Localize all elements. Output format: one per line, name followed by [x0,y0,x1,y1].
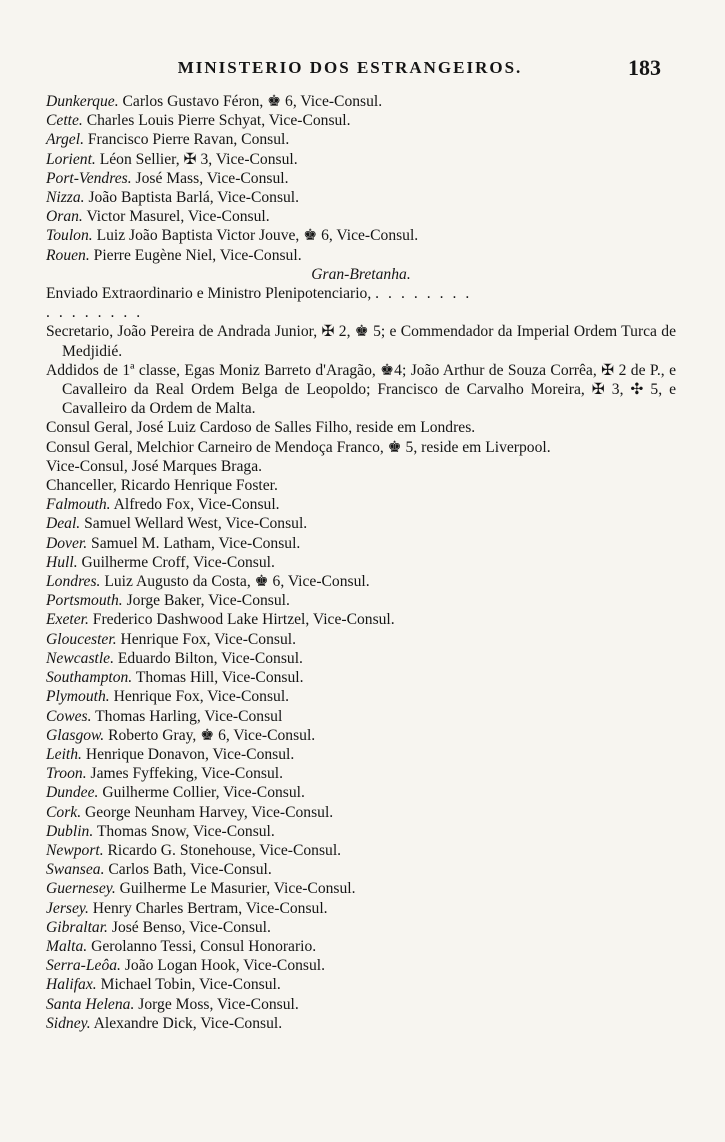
place-name: Exeter. [46,611,89,629]
britain-entry [46,495,676,514]
britain-entry [46,707,676,726]
consul-entry: Luiz João Baptista Victor Jouve, ♚ 6, Vice-Consul. [96,227,419,245]
place-name: Deal. [46,515,81,533]
envoy-text: Enviado Extraordinario e Ministro Plenipotenciario, [46,285,372,303]
britain-entry [46,649,676,668]
place-name: Jersey. [46,899,89,917]
place-name: Malta. [46,937,88,955]
place-name: Halifax. [46,976,97,994]
france-entry [46,207,676,226]
consul-entry: Carlos Gustavo Féron, ♚ 6, Vice-Consul. [122,93,383,110]
place-name: Leith. [46,745,82,763]
envoy-dots-1: ........ [375,285,479,303]
britain-entry [46,687,676,706]
place-name: Cette. [46,112,83,130]
consul-entry: Guilherme Croff, Vice-Consul. [81,553,275,571]
place-name: Dunkerque. [46,93,119,110]
legation-paragraph: Chanceller, Ricardo Henrique Foster. [46,477,278,495]
consul-entry: Thomas Harling, Vice-Consul [95,707,283,725]
place-name: Argel. [46,131,84,149]
britain-entry [46,822,676,841]
britain-entry [46,937,676,956]
consul-entry: Henrique Donavon, Vice-Consul. [85,745,295,763]
britain-entry [46,514,676,533]
legation-paragraph: Addidos de 1ª classe, Egas Moniz Barreto d'Aragão, ♚4; João Arthur de Souza Corrêa, ✠ 2 de P., e Cavalleiro da Real Ordem Belga de Leopoldo; Francisco de Carvalho Moreira, ✠ 3, ✣ 5, e Cavalleiro da Ordem de Malta. [46,361,676,418]
place-name: Gloucester. [46,630,117,648]
place-name: Dover. [46,534,88,552]
place-name: Southampton. [46,669,133,687]
page-header: MINISTERIO DOS ESTRANGEIROS. [177,58,523,77]
britain-consuls [46,495,676,1033]
place-name: Oran. [46,208,83,226]
britain-entry [46,668,676,687]
britain-entry [46,995,676,1014]
france-entry [46,92,676,111]
consul-entry: Samuel M. Latham, Vice-Consul. [91,534,301,552]
place-name: Lorient. [46,150,96,168]
consul-entry: Francisco Pierre Ravan, Consul. [87,131,290,149]
consul-entry: Gerolanno Tessi, Consul Honorario. [91,937,317,955]
consul-entry: Henrique Fox, Vice-Consul. [120,630,296,648]
consul-entry: Alexandre Dick, Vice-Consul. [93,1014,283,1032]
place-name: Port-Vendres. [46,169,132,187]
france-entry [46,111,676,130]
consul-entry: Jorge Moss, Vice-Consul. [138,995,299,1013]
consul-entry: Victor Masurel, Vice-Consul. [86,208,270,226]
place-name: Troon. [46,765,87,783]
consul-entry: Samuel Wellard West, Vice-Consul. [84,515,308,533]
britain-entry [46,610,676,629]
envoy-dots-2: ........ [46,304,150,322]
consul-entry: Carlos Bath, Vice-Consul. [108,861,272,879]
place-name: Gibraltar. [46,918,108,936]
place-name: Plymouth. [46,688,110,706]
britain-entry [46,841,676,860]
consul-entry: Frederico Dashwood Lake Hirtzel, Vice-Consul. [92,611,395,629]
place-name: Toulon. [46,227,93,245]
consul-entry: Eduardo Bilton, Vice-Consul. [117,649,303,667]
page-number: 183 [628,55,661,80]
section-title: Gran-Bretanha. [311,265,411,283]
consul-entry: Thomas Hill, Vice-Consul. [135,669,304,687]
france-entry [46,246,676,265]
place-name: Cork. [46,803,82,821]
consul-entry: João Logan Hook, Vice-Consul. [124,957,326,975]
consul-entry: José Benso, Vice-Consul. [111,918,271,936]
envoy-line [46,284,676,303]
legation-paragraphs [46,322,676,495]
place-name: Nizza. [46,189,85,207]
britain-entry [46,745,676,764]
britain-entry [46,860,676,879]
britain-entry [46,918,676,937]
britain-entry [46,783,676,802]
britain-entry [46,553,676,572]
france-entry [46,130,676,149]
place-name: Serra-Leôa. [46,957,121,975]
place-name: Falmouth. [46,496,111,514]
consul-entry: Pierre Eugène Niel, Vice-Consul. [93,246,302,264]
britain-entry [46,630,676,649]
place-name: Swansea. [46,861,105,879]
consul-entry: João Baptista Barlá, Vice-Consul. [88,189,300,207]
britain-entry [46,803,676,822]
consul-entry: Henrique Fox, Vice-Consul. [113,688,290,706]
place-name: Santa Helena. [46,995,135,1013]
britain-entry [46,534,676,553]
consul-entry: George Neunham Harvey, Vice-Consul. [85,803,334,821]
consul-entry: Thomas Snow, Vice-Consul. [96,822,275,840]
place-name: Dublin. [46,822,94,840]
place-name: Guernesey. [46,880,116,898]
consul-list [46,92,676,1033]
place-name: Dundee. [46,784,99,802]
consul-entry: Jorge Baker, Vice-Consul. [126,592,290,610]
legation-paragraph: Vice-Consul, José Marques Braga. [46,457,263,475]
consul-entry: Guilherme Le Masurier, Vice-Consul. [119,880,356,898]
britain-entry [46,956,676,975]
france-entry [46,150,676,169]
consul-entry: Charles Louis Pierre Schyat, Vice-Consul. [86,112,351,130]
france-entry [46,169,676,188]
place-name: Portsmouth. [46,592,123,610]
britain-entry [46,764,676,783]
britain-entry [46,975,676,994]
place-name: Londres. [46,573,101,591]
britain-entry [46,591,676,610]
consul-entry: James Fyffeking, Vice-Consul. [90,765,284,783]
britain-entry [46,1014,676,1033]
place-name: Newport. [46,841,104,859]
consul-entry: Luiz Augusto da Costa, ♚ 6, Vice-Consul. [104,573,370,591]
consul-entry: Roberto Gray, ♚ 6, Vice-Consul. [108,726,316,744]
legation-paragraph: Consul Geral, Melchior Carneiro de Mendoça Franco, ♚ 5, reside em Liverpool. [46,438,551,456]
britain-entry [46,572,676,591]
legation-paragraph: Consul Geral, José Luiz Cardoso de Salles Filho, reside em Londres. [46,419,476,437]
consul-entry: Henry Charles Bertram, Vice-Consul. [92,899,328,917]
britain-entry [46,899,676,918]
france-consuls [46,92,676,265]
place-name: Hull. [46,553,78,571]
place-name: Cowes. [46,707,92,725]
france-entry [46,226,676,245]
consul-entry: Michael Tobin, Vice-Consul. [100,976,281,994]
consul-entry: Alfredo Fox, Vice-Consul. [113,496,280,514]
legation-paragraph: Secretario, João Pereira de Andrada Junior, ✠ 2, ♚ 5; e Commendador da Imperial Ordem Turca de Medjidié. [46,323,676,360]
france-entry [46,188,676,207]
place-name: Newcastle. [46,649,114,667]
place-name: Rouen. [46,246,90,264]
place-name: Sidney. [46,1014,91,1032]
consul-entry: Léon Sellier, ✠ 3, Vice-Consul. [99,150,298,168]
place-name: Glasgow. [46,726,105,744]
britain-entry [46,726,676,745]
consul-entry: Guilherme Collier, Vice-Consul. [102,784,305,802]
consul-entry: José Mass, Vice-Consul. [135,169,289,187]
consul-entry: Ricardo G. Stonehouse, Vice-Consul. [107,841,342,859]
britain-entry [46,879,676,898]
